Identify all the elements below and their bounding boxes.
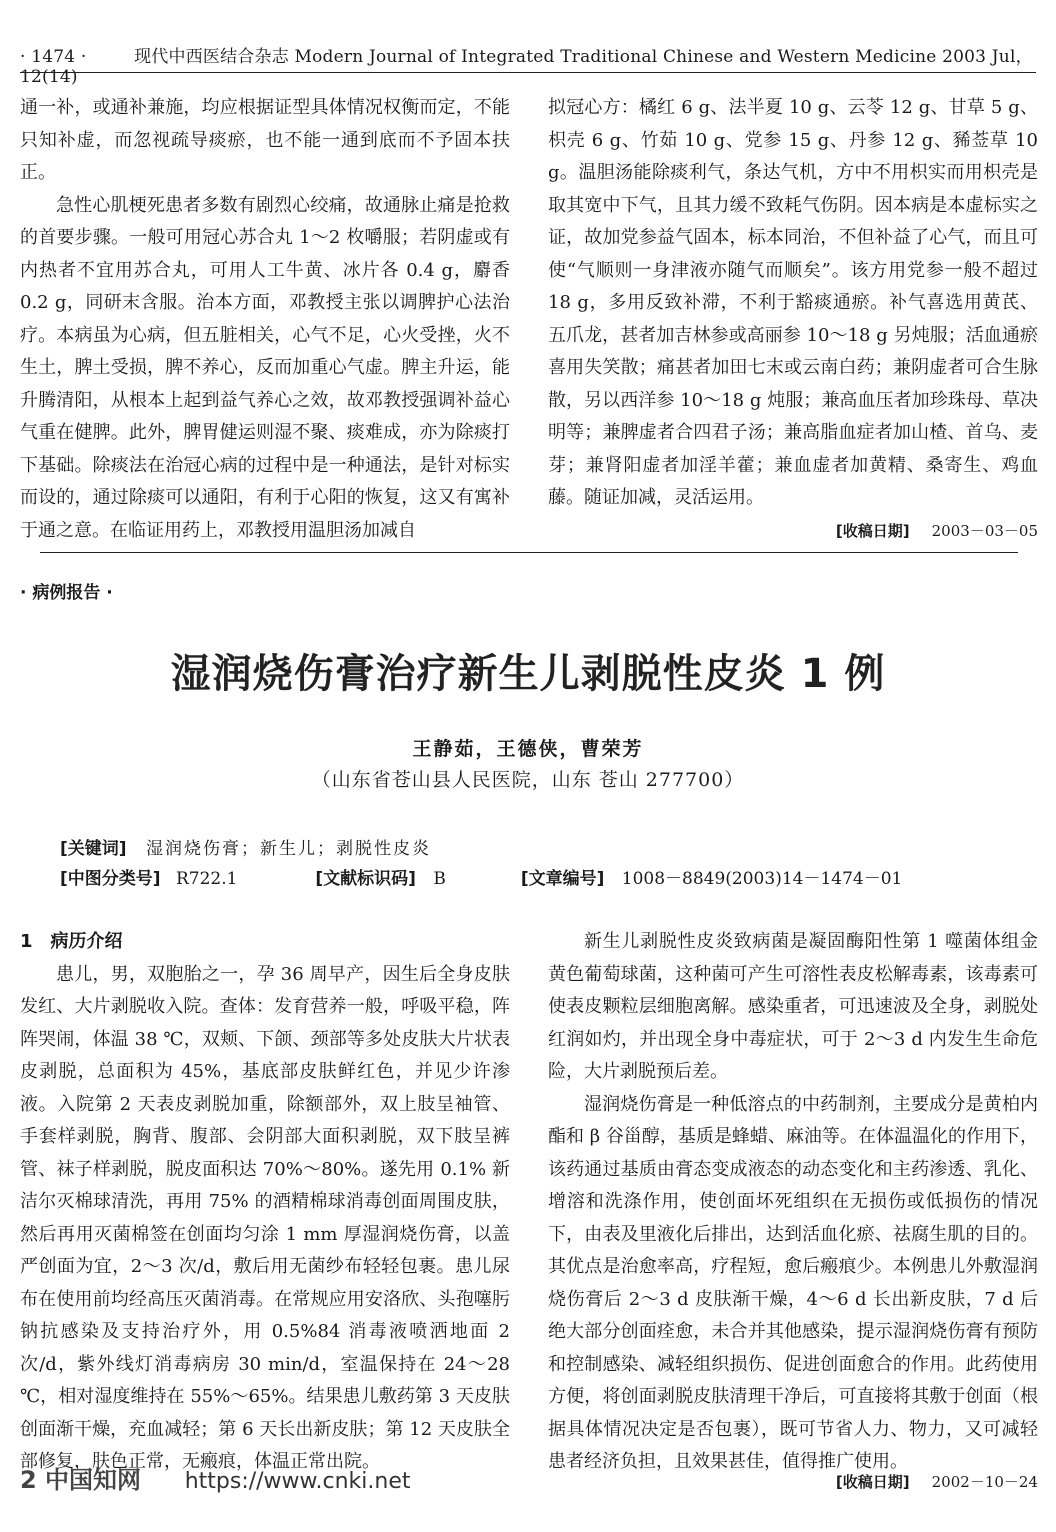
keywords-label: [关键词] [60, 839, 127, 859]
doc-code: B [433, 869, 446, 889]
paragraph: 拟冠心方：橘红 6 g、法半夏 10 g、云苓 12 g、甘草 5 g、枳壳 6 g、竹茹 10 g、党参 15 g、丹参 12 g、豨莶草 10 g。温胆汤能除痰利气，条达气机，方中不用枳实而用枳壳是取其宽中下气，且其力缓不致耗气伤阴。因本病是本虚标实之证，故加党参益气固本，标本同治，不但补益了心气，而且可使“气顺则一身津液亦随气而顺矣”。该方用党参一般不超过 18 g，多用反致补滞，不利于豁痰通瘀。补气喜选用黄芪、五爪龙，甚者加吉林参或高丽参 10～18 g 另炖服；活血通瘀喜用失笑散；痛甚者加田七末或云南白药；兼阴虚者可合生脉散，另以西洋参 10～18 g 炖服；兼高血压者加珍珠母、草决明等；兼脾虚者合四君子汤；兼高脂血症者加山楂、首乌、麦芽；兼肾阳虚者加淫羊藿；兼血虚者加黄精、桑寄生、鸡血藤。随证加减，灵活运用。 [548, 97, 1038, 508]
article-received-date [548, 1466, 1038, 1499]
article-title: 湿润烧伤膏治疗新生儿剥脱性皮炎 1 例 [170, 651, 886, 697]
paragraph: 新生儿剥脱性皮炎致病菌是凝固酶阳性第 1 噬菌体组金黄色葡萄球菌，这种菌可产生可溶性表皮松解毒素，该毒素可使表皮颗粒层细胞离解。感染重者，可迅速波及全身，剥脱处红润如灼，并出现全身中毒症状，可于 2～3 d 内发生生命危险，大片剥脱预后差。 [548, 931, 1038, 1082]
clc-code: R722.1 [175, 869, 238, 889]
paragraph: 湿润烧伤膏是一种低溶点的中药制剂，主要成分是黄柏内酯和 β 谷甾醇，基质是蜂蜡、麻油等。在体温温化的作用下，该药通过基质由膏态变成液态的动态变化和主药渗透、乳化、增溶和洗涤作用，使创面坏死组织在无损伤或低损伤的情况下，由表及里液化后排出，达到活血化瘀、祛腐生肌的目的。其优点是治愈率高，疗程短，愈后瘢痕少。本例患儿外敷湿润烧伤膏后 2～3 d 皮肤渐干燥，4～6 d 长出新皮肤，7 d 后绝大部分创面痊愈，未合并其他感染，提示湿润烧伤膏有预防和控制感染、减轻组织损伤、促进创面愈合的作用。此药使用方便，将创面剥脱皮肤清理干净后，可直接将其敷于创面（根据具体情况决定是否包裹），既可节省人力、物力，又可减轻患者经济负担，且效果甚佳，值得推广使用。 [548, 1093, 1038, 1472]
top-left-column [20, 92, 510, 547]
doc-code-label: [文献标识码] [315, 869, 416, 889]
journal-title: 现代中西医结合杂志 Modern Journal of Integrated Traditional Chinese and Western Medicine 2003 Jul，12(14) [20, 47, 1033, 87]
section-tag: · 病例报告 · [20, 583, 113, 603]
received-label: [收稿日期] [835, 1473, 910, 1491]
cnki-logo: 2 中国知网 [20, 1466, 142, 1494]
received-label: [收稿日期] [835, 521, 910, 540]
keywords-line [60, 834, 431, 859]
article-divider [40, 552, 1018, 553]
article-number: 1008－8849(2003)14－1474－01 [621, 869, 903, 889]
article-authors: 王静茹，王德侠，曹荣芳 [412, 738, 644, 760]
paragraph: 急性心肌梗死患者多数有剧烈心绞痛，故通脉止痛是抢救的首要步骤。一般可用冠心苏合丸 1～2 枚嚼服；若阴虚或有内热者不宜用苏合丸，可用人工牛黄、冰片各 0.4 g，麝香 0.2 g，同研末含服。治本方面，邓教授主张以调脾护心法治疗。本病虽为心病，但五脏相关，心气不足，心火受挫，火不生土，脾土受损，脾不养心，反而加重心气虚。脾主升运，能升腾清阳，从根本上起到益气养心之效，故邓教授强调补益心气重在健脾。此外，脾胃健运则湿不聚、痰难成，亦为除痰打下基础。除痰法在治冠心病的过程中是一种通法，是针对标实而设的，通过除痰可以通阳，有利于心阳的恢复，这又有寓补于通之意。在临证用药上，邓教授用温胆汤加减自 [20, 194, 510, 541]
received-date: 2003－03－05 [931, 521, 1038, 540]
received-date-line [548, 515, 1038, 548]
received-date: 2002－10－24 [931, 1473, 1038, 1491]
paragraph: 患儿，男，双胞胎之一，孕 36 周早产，因生后全身皮肤发红、大片剥脱收入院。查体：发育营养一般，呼吸平稳，阵阵哭闹，体温 38 ℃，双颊、下颌、颈部等多处皮肤大片状表皮剥脱，总面积为 45%，基底部皮肤鲜红色，并见少许渗液。入院第 2 天表皮剥脱加重，除额部外，双上肢呈袖管、手套样剥脱，胸背、腹部、会阴部大面积剥脱，双下肢呈裤管、袜子样剥脱，脱皮面积达 70%～80%。遂先用 0.1% 新洁尔灭棉球清洗，再用 75% 的酒精棉球消毒创面周围皮肤，然后再用灭菌棉签在创面均匀涂 1 mm 厚湿润烧伤膏，以盖严创面为宜，2～3 次/d，敷后用无菌纱布轻轻包裹。患儿尿布在使用前均经高压灭菌消毒。在常规应用安洛欣、头孢噻肟钠抗感染及支持治疗外，用 0.5%84 消毒液喷洒地面 2 次/d，紫外线灯消毒病房 30 min/d，室温保持在 24～28 ℃，相对湿度维持在 55%～65%。结果患儿敷药第 3 天皮肤创面渐干燥，充血减轻；第 6 天长出新皮肤；第 12 天皮肤全部修复，肤色正常，无瘢痕，体温正常出院。 [20, 963, 510, 1472]
footer-watermark [20, 1460, 411, 1495]
keywords: 湿润烧伤膏；新生儿；剥脱性皮炎 [145, 839, 431, 859]
cnki-url[interactable]: https://www.cnki.net [184, 1469, 411, 1494]
paragraph: 通一补，或通补兼施，均应根据证型具体情况权衡而定，不能只知补虚，而忽视疏导痰瘀，也不能一通到底而不予固本扶正。 [20, 97, 510, 183]
clc-label: [中图分类号] [60, 869, 161, 889]
article-affiliation: （山东省苍山县人民医院，山东 苍山 277700） [311, 769, 745, 791]
article-no-label: [文章编号] [520, 869, 605, 889]
running-header [20, 42, 1036, 87]
classification-line [60, 864, 1020, 889]
top-right-column [548, 92, 1038, 547]
section-heading: 1 病历介绍 [20, 931, 123, 952]
body-right-column [548, 926, 1038, 1479]
header-divider [20, 72, 1036, 73]
body-left-column [20, 926, 510, 1479]
page-number: · 1474 · [20, 47, 87, 67]
